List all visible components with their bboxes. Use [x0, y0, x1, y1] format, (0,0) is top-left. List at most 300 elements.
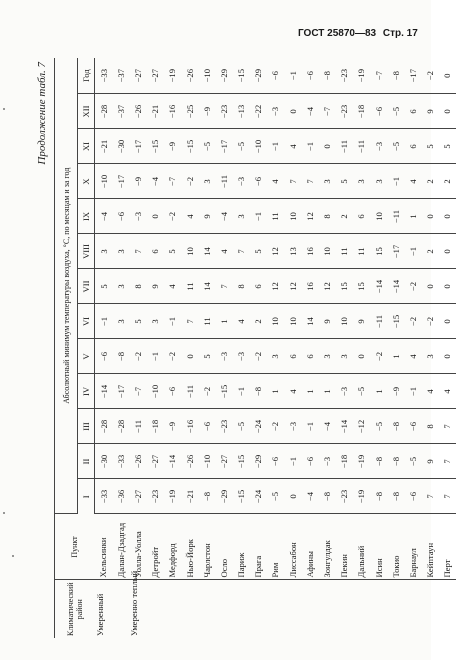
value-cell: −5 — [404, 444, 421, 479]
value-cell: −2 — [422, 304, 439, 339]
value-cell: 4 — [233, 304, 250, 339]
zone-cell — [336, 580, 353, 638]
value-cell: −10 — [198, 444, 215, 479]
place-cell: Перт — [439, 514, 456, 580]
value-cell: −30 — [95, 444, 113, 479]
value-cell: −1 — [404, 374, 421, 409]
place-cell: Кейптаун — [422, 514, 439, 580]
value-cell: 4 — [284, 129, 301, 164]
value-cell: −17 — [112, 374, 129, 409]
value-cell: −3 — [233, 339, 250, 374]
value-cell: 9 — [422, 94, 439, 129]
zone-cell — [250, 580, 267, 638]
table-row — [318, 58, 335, 638]
value-cell: 7 — [284, 164, 301, 199]
value-cell: 12 — [267, 234, 284, 269]
place-cell: Барнаул — [404, 514, 421, 580]
value-cell: −3 — [129, 199, 146, 234]
value-cell: 6 — [301, 339, 318, 374]
value-cell: −3 — [267, 94, 284, 129]
value-cell: 10 — [336, 304, 353, 339]
value-cell: −8 — [387, 58, 404, 94]
value-cell: 0 — [439, 339, 456, 374]
value-cell: 8 — [422, 409, 439, 444]
value-cell: −23 — [215, 94, 232, 129]
value-cell: 9 — [422, 444, 439, 479]
value-cell: −21 — [147, 94, 164, 129]
value-cell: 11 — [267, 199, 284, 234]
value-cell: 0 — [353, 339, 370, 374]
gost-number: ГОСТ 25870—83 — [298, 28, 377, 39]
value-cell: −15 — [233, 479, 250, 514]
value-cell: 0 — [318, 129, 335, 164]
value-cell: 7 — [129, 234, 146, 269]
value-cell: −4 — [215, 199, 232, 234]
value-cell: −18 — [147, 409, 164, 444]
value-cell: −6 — [95, 339, 113, 374]
value-cell: −6 — [404, 479, 421, 514]
value-cell: −4 — [318, 409, 335, 444]
value-cell: −11 — [181, 374, 198, 409]
place-cell: Лиссабон — [284, 514, 301, 580]
value-cell: 16 — [301, 269, 318, 304]
value-cell: −1 — [95, 304, 113, 339]
value-cell: −5 — [198, 129, 215, 164]
value-cell: −4 — [95, 199, 113, 234]
value-cell: 8 — [318, 199, 335, 234]
value-cell: −10 — [250, 129, 267, 164]
value-cell: 10 — [370, 199, 387, 234]
value-cell: 0 — [284, 479, 301, 514]
value-cell: −15 — [233, 58, 250, 94]
value-cell: 10 — [181, 234, 198, 269]
value-cell: −5 — [387, 129, 404, 164]
table-row — [422, 58, 439, 638]
value-cell: 7 — [301, 164, 318, 199]
place-cell: Чарлстон — [198, 514, 215, 580]
value-cell: −17 — [387, 234, 404, 269]
value-cell: −14 — [370, 269, 387, 304]
value-cell: −1 — [267, 129, 284, 164]
zone-cell — [353, 580, 370, 638]
value-cell: −6 — [250, 164, 267, 199]
table-row — [284, 58, 301, 638]
value-cell: 0 — [422, 269, 439, 304]
value-cell: 0 — [439, 199, 456, 234]
value-cell: 3 — [370, 164, 387, 199]
value-cell: 6 — [404, 94, 421, 129]
value-cell: 15 — [370, 234, 387, 269]
value-cell: 3 — [422, 339, 439, 374]
value-cell: 13 — [284, 234, 301, 269]
value-cell: −10 — [198, 58, 215, 94]
value-cell: 4 — [404, 339, 421, 374]
month-header: III — [78, 409, 95, 444]
value-cell: 0 — [147, 199, 164, 234]
table-row — [129, 58, 146, 638]
value-cell: 5 — [198, 339, 215, 374]
value-cell: 7 — [233, 234, 250, 269]
value-cell: 15 — [353, 269, 370, 304]
value-cell: 14 — [198, 269, 215, 304]
zone-cell — [267, 580, 284, 638]
month-header: II — [78, 444, 95, 479]
value-cell: 12 — [267, 269, 284, 304]
table-row — [353, 58, 370, 638]
value-cell: −2 — [164, 339, 181, 374]
value-cell: −36 — [112, 479, 129, 514]
value-cell: −27 — [215, 444, 232, 479]
value-cell: −2 — [370, 339, 387, 374]
value-cell: −2 — [181, 164, 198, 199]
value-cell: 11 — [353, 234, 370, 269]
value-cell: −6 — [198, 409, 215, 444]
table-body — [95, 58, 456, 638]
value-cell: 1 — [267, 374, 284, 409]
value-cell: −5 — [233, 129, 250, 164]
table-row — [198, 58, 215, 638]
value-cell: −1 — [284, 58, 301, 94]
value-cell: −9 — [164, 409, 181, 444]
value-cell: 11 — [336, 234, 353, 269]
value-cell: −14 — [387, 269, 404, 304]
value-cell: −7 — [164, 164, 181, 199]
value-cell: −8 — [318, 58, 335, 94]
value-cell: 0 — [439, 58, 456, 94]
value-cell: −23 — [147, 479, 164, 514]
value-cell: 3 — [112, 269, 129, 304]
value-cell: −27 — [147, 58, 164, 94]
value-cell: 0 — [284, 94, 301, 129]
value-cell: −8 — [387, 444, 404, 479]
value-cell: 1 — [301, 374, 318, 409]
table-row — [404, 58, 421, 638]
value-cell: −24 — [250, 409, 267, 444]
value-cell: −8 — [387, 479, 404, 514]
value-cell: 4 — [181, 199, 198, 234]
value-cell: −17 — [129, 129, 146, 164]
temperature-table — [54, 58, 456, 638]
value-cell: −9 — [387, 374, 404, 409]
value-cell: −19 — [353, 58, 370, 94]
value-cell: 5 — [129, 304, 146, 339]
value-cell: −26 — [181, 58, 198, 94]
value-cell: 3 — [318, 164, 335, 199]
place-cell: Хельсинки — [95, 514, 113, 580]
value-cell: −3 — [370, 129, 387, 164]
table-row — [387, 58, 404, 638]
value-cell: −19 — [164, 479, 181, 514]
value-cell: −11 — [353, 129, 370, 164]
value-cell: −1 — [250, 199, 267, 234]
zone-cell — [181, 580, 198, 638]
value-cell: −2 — [250, 339, 267, 374]
value-cell: 4 — [404, 164, 421, 199]
value-cell: 3 — [318, 339, 335, 374]
value-cell: 8 — [129, 269, 146, 304]
value-cell: −16 — [164, 94, 181, 129]
zone-cell — [318, 580, 335, 638]
value-cell: −17 — [112, 164, 129, 199]
table-row — [181, 58, 198, 638]
zone-cell — [387, 580, 404, 638]
value-cell: 1 — [215, 304, 232, 339]
value-cell: 14 — [198, 234, 215, 269]
table-row — [439, 58, 456, 638]
table-row — [301, 58, 318, 638]
place-cell: Далан-Дзадгад — [112, 514, 129, 580]
value-cell: −11 — [129, 409, 146, 444]
table-row — [370, 58, 387, 638]
value-cell: 3 — [267, 339, 284, 374]
value-cell: −14 — [95, 374, 113, 409]
value-cell: 2 — [250, 304, 267, 339]
value-cell: −8 — [250, 374, 267, 409]
rotated-table-block — [36, 58, 453, 638]
value-cell: −12 — [353, 409, 370, 444]
value-cell: 2 — [336, 199, 353, 234]
value-cell: −5 — [233, 409, 250, 444]
value-cell: −2 — [129, 339, 146, 374]
value-cell: −17 — [215, 129, 232, 164]
value-cell: 10 — [284, 199, 301, 234]
value-cell: −33 — [112, 444, 129, 479]
zone-cell — [439, 580, 456, 638]
value-cell: −19 — [353, 479, 370, 514]
value-cell: 12 — [301, 199, 318, 234]
page-header — [298, 28, 424, 46]
zone-cell — [301, 580, 318, 638]
value-cell: −26 — [129, 94, 146, 129]
value-cell: 8 — [233, 269, 250, 304]
value-cell: −14 — [336, 409, 353, 444]
value-cell: 4 — [164, 269, 181, 304]
value-cell: −9 — [198, 94, 215, 129]
value-cell: −13 — [233, 94, 250, 129]
value-cell: −23 — [215, 409, 232, 444]
value-cell: 7 — [181, 304, 198, 339]
value-cell: 5 — [422, 129, 439, 164]
table-continuation-caption: Продолжение табл. 7 — [36, 62, 48, 165]
value-cell: 2 — [422, 164, 439, 199]
value-cell: −37 — [112, 58, 129, 94]
value-cell: −28 — [112, 409, 129, 444]
scan-speck — [3, 512, 5, 514]
place-cell: Париж — [233, 514, 250, 580]
value-cell: −15 — [233, 444, 250, 479]
table-row — [112, 58, 129, 638]
value-cell: −30 — [112, 129, 129, 164]
value-cell: 2 — [422, 234, 439, 269]
value-cell: 6 — [284, 339, 301, 374]
value-cell: −8 — [370, 479, 387, 514]
value-cell: −6 — [267, 58, 284, 94]
value-cell: 4 — [284, 374, 301, 409]
value-cell: −11 — [387, 199, 404, 234]
value-cell: 3 — [112, 304, 129, 339]
value-cell: −16 — [181, 409, 198, 444]
value-cell: −1 — [301, 409, 318, 444]
value-cell: −1 — [284, 444, 301, 479]
value-cell: −21 — [95, 129, 113, 164]
month-header: VIII — [78, 234, 95, 269]
value-cell: −29 — [250, 444, 267, 479]
value-cell: −26 — [129, 444, 146, 479]
value-cell: 0 — [439, 94, 456, 129]
value-cell: −28 — [95, 409, 113, 444]
value-cell: −5 — [370, 409, 387, 444]
value-cell: −4 — [301, 479, 318, 514]
value-cell: −23 — [336, 94, 353, 129]
value-cell: −19 — [164, 58, 181, 94]
value-cell: 3 — [147, 304, 164, 339]
table-row — [215, 58, 232, 638]
value-cell: 3 — [198, 164, 215, 199]
zone-cell: Умеренный — [94, 593, 105, 636]
value-cell: −10 — [95, 164, 113, 199]
zone-cell — [284, 580, 301, 638]
scan-speck — [3, 108, 5, 110]
table-row — [164, 58, 181, 638]
value-cell: −6 — [301, 444, 318, 479]
table-row — [250, 58, 267, 638]
zone-cell — [164, 580, 181, 638]
value-cell: −1 — [387, 164, 404, 199]
value-cell: 9 — [198, 199, 215, 234]
value-cell: −5 — [353, 374, 370, 409]
zone-cell — [233, 580, 250, 638]
zone-cell — [404, 580, 421, 638]
value-cell: −1 — [301, 129, 318, 164]
value-cell: 15 — [336, 269, 353, 304]
place-cell: Детройт — [147, 514, 164, 580]
value-cell: −23 — [336, 479, 353, 514]
place-cell: Осло — [215, 514, 232, 580]
value-cell: −7 — [370, 58, 387, 94]
value-cell: 11 — [181, 269, 198, 304]
value-cell: −1 — [233, 374, 250, 409]
value-cell: −3 — [318, 444, 335, 479]
value-cell: 12 — [318, 269, 335, 304]
value-cell: −26 — [181, 444, 198, 479]
table-row — [95, 58, 113, 638]
value-cell: −28 — [95, 94, 113, 129]
value-cell: 9 — [318, 304, 335, 339]
value-cell: −2 — [404, 269, 421, 304]
value-cell: −8 — [112, 339, 129, 374]
value-cell: 0 — [422, 199, 439, 234]
month-header: IV — [78, 374, 95, 409]
value-cell: −23 — [336, 58, 353, 94]
place-cell: Рим — [267, 514, 284, 580]
value-cell: −21 — [181, 479, 198, 514]
value-cell: 14 — [301, 304, 318, 339]
value-cell: 6 — [404, 129, 421, 164]
place-cell: Афины — [301, 514, 318, 580]
value-cell: 7 — [422, 479, 439, 514]
value-cell: −2 — [267, 409, 284, 444]
value-cell: −15 — [387, 304, 404, 339]
month-header: VII — [78, 269, 95, 304]
value-cell: 5 — [164, 234, 181, 269]
value-cell: −14 — [164, 444, 181, 479]
value-cell: 6 — [147, 234, 164, 269]
value-cell: 3 — [95, 234, 113, 269]
value-cell: 12 — [284, 269, 301, 304]
value-cell: −9 — [164, 129, 181, 164]
value-cell: 6 — [353, 199, 370, 234]
month-header: IX — [78, 199, 95, 234]
value-cell: 4 — [267, 164, 284, 199]
value-cell: 5 — [336, 164, 353, 199]
value-cell: −24 — [250, 479, 267, 514]
value-cell: 9 — [353, 304, 370, 339]
value-cell: 3 — [336, 339, 353, 374]
value-cell: 9 — [147, 269, 164, 304]
value-cell: −3 — [336, 374, 353, 409]
value-cell: −15 — [215, 374, 232, 409]
value-cell: −8 — [318, 479, 335, 514]
value-cell: −7 — [129, 374, 146, 409]
value-cell: 3 — [112, 234, 129, 269]
value-cell: −18 — [353, 94, 370, 129]
value-cell: −5 — [387, 94, 404, 129]
value-cell: 0 — [439, 304, 456, 339]
value-cell: −6 — [112, 199, 129, 234]
value-cell: −3 — [215, 339, 232, 374]
value-cell: −6 — [267, 444, 284, 479]
value-cell: 10 — [318, 234, 335, 269]
month-header: XII — [78, 94, 95, 129]
value-cell: −8 — [198, 479, 215, 514]
value-cell: 0 — [181, 339, 198, 374]
value-cell: −15 — [181, 129, 198, 164]
value-cell: −9 — [129, 164, 146, 199]
value-cell: 1 — [318, 374, 335, 409]
value-cell: −11 — [336, 129, 353, 164]
table-row — [147, 58, 164, 638]
value-cell: −2 — [422, 58, 439, 94]
table-row — [267, 58, 284, 638]
place-cell: Нью-Йорк — [181, 514, 198, 580]
value-cell: −3 — [284, 409, 301, 444]
place-cell: Исин — [370, 514, 387, 580]
value-cell: 5 — [439, 129, 456, 164]
month-header: I — [78, 479, 95, 514]
value-cell: −27 — [129, 58, 146, 94]
value-cell: 4 — [422, 374, 439, 409]
value-cell: 7 — [439, 409, 456, 444]
value-cell: −25 — [181, 94, 198, 129]
value-cell: 10 — [267, 304, 284, 339]
place-cell: Пекин — [336, 514, 353, 580]
value-cell: −7 — [318, 94, 335, 129]
table-row — [336, 58, 353, 638]
value-cell: 3 — [233, 199, 250, 234]
value-cell: −1 — [164, 304, 181, 339]
place-cell: Зонгулдак — [318, 514, 335, 580]
value-cell: −8 — [387, 409, 404, 444]
place-cell: Прага — [250, 514, 267, 580]
value-cell: 6 — [250, 269, 267, 304]
value-cell: −27 — [147, 444, 164, 479]
value-cell: −33 — [95, 479, 113, 514]
value-cell: −10 — [147, 374, 164, 409]
value-cell: 1 — [387, 339, 404, 374]
value-cell: −29 — [215, 58, 232, 94]
value-cell: −2 — [164, 199, 181, 234]
value-cell: −15 — [147, 129, 164, 164]
